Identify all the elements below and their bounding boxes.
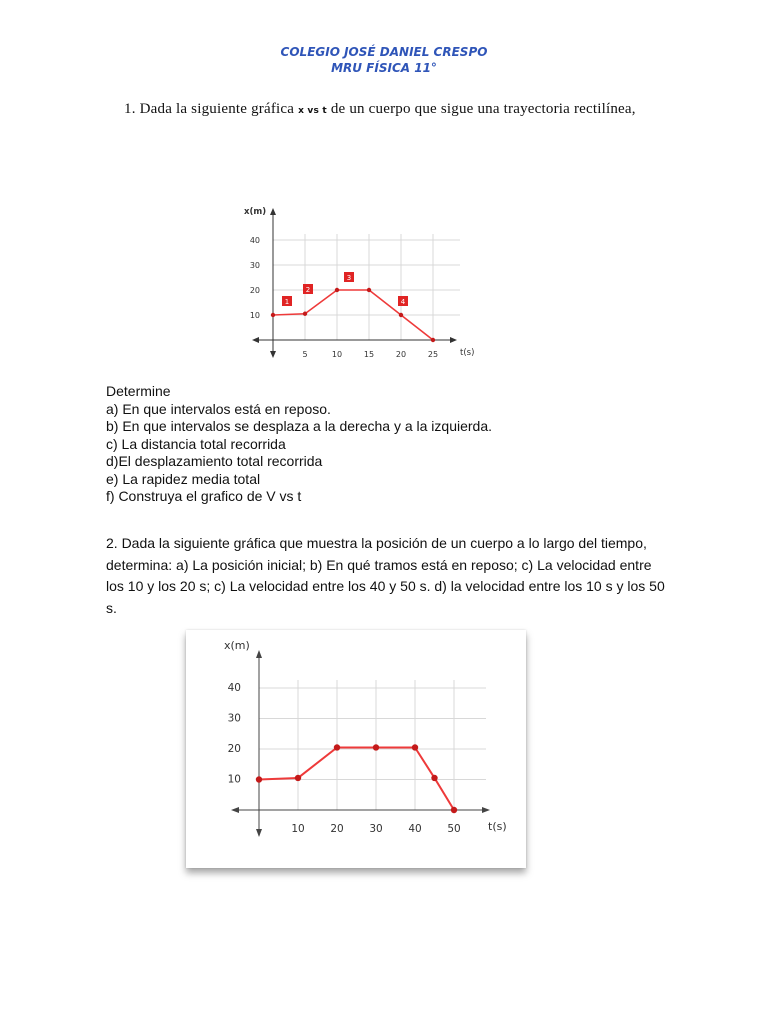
question-2: 2. Dada la siguiente gráfica que muestra la posición de un cuerpo a lo largo del tiempo, determina: a) La posición inicial; b) En qué tramos está en reposo; c) La velocidad entre los 10 y los 20 s; c) La velocidad entre los 40 y 50 s. d) la velocidad entre los 10 s y los 50 s. — [106, 535, 665, 616]
course-title: MRU FÍSICA 11° — [331, 61, 437, 75]
list-item: c) La distancia total recorrida — [106, 435, 286, 452]
question-1 — [124, 101, 636, 118]
chart-2-x-arrow — [482, 807, 490, 813]
chart-1-ylabel: x(m) — [244, 207, 267, 217]
chart-1-grid — [273, 234, 460, 340]
question-1-text-start: 1. Dada la siguiente gráfica — [124, 101, 299, 117]
chart-1-segment-label: 3 — [346, 274, 352, 282]
chart-2-data-point — [295, 775, 301, 781]
list-item: a) En que intervalos está en reposo. — [106, 400, 331, 417]
question-1-items — [106, 383, 492, 506]
chart-2-ylabel: x(m) — [224, 639, 250, 652]
chart-2-y-neg-arrow — [256, 829, 262, 837]
chart-1-x-arrow — [450, 337, 457, 343]
chart-1-x-tick-label: 10 — [331, 350, 343, 359]
chart-2-x-tick-label: 20 — [330, 823, 344, 835]
question-1-text-end: de un cuerpo que sigue una trayectoria rectilínea, — [326, 101, 636, 117]
chart-2-y-tick-label: 10 — [227, 773, 241, 786]
list-item: d)El desplazamiento total recorrida — [106, 453, 323, 469]
chart-1-y-tick-label: 30 — [249, 261, 260, 270]
chart-1 — [226, 200, 486, 370]
chart-2 — [186, 630, 526, 868]
chart-1-segment-label: 2 — [305, 286, 311, 294]
list-item: e) La rapidez media total — [106, 470, 261, 487]
chart-2-data-point — [256, 776, 262, 782]
chart-1-x-tick-label: 5 — [302, 350, 308, 359]
chart-2-x-neg-arrow — [231, 807, 239, 813]
chart-1-x-tick-label: 15 — [363, 350, 375, 359]
chart-2-data-point — [431, 775, 437, 781]
chart-1-y-tick-label: 10 — [249, 311, 260, 320]
school-name: COLEGIO JOSÉ DANIEL CRESPO — [280, 45, 488, 59]
chart-2-x-tick-label: 30 — [369, 823, 383, 835]
chart-1-y-neg-arrow — [270, 351, 276, 358]
chart-1-x-tick-label: 25 — [427, 350, 439, 359]
chart-1-data-point — [335, 288, 339, 292]
chart-2-xlabel: t(s) — [488, 820, 507, 833]
chart-1-x-tick-label: 20 — [395, 350, 407, 359]
chart-2-data-point — [451, 807, 457, 813]
chart-1-y-tick-label: 40 — [249, 236, 260, 245]
chart-2-y-tick-label: 30 — [227, 712, 241, 725]
chart-1-y-tick-label: 20 — [249, 286, 260, 295]
chart-1-data-point — [367, 288, 371, 292]
chart-1-xlabel: t(s) — [460, 348, 475, 358]
chart-1-data-point — [399, 313, 403, 317]
list-item: f) Construya el grafico de V vs t — [106, 488, 302, 504]
chart-1-y-arrow — [270, 208, 276, 215]
chart-2-x-tick-label: 40 — [408, 823, 422, 835]
list-item: b) En que intervalos se desplaza a la derecha y a la izquierda. — [106, 418, 493, 434]
chart-2-data-point — [334, 744, 340, 750]
chart-2-series-line — [259, 747, 454, 810]
chart-1-segment-label: 1 — [284, 298, 290, 306]
chart-2-y-tick-label: 40 — [227, 682, 241, 694]
chart-2-y-tick-label: 20 — [227, 743, 241, 755]
chart-2-data-point — [373, 744, 379, 750]
chart-1-data-point — [431, 338, 435, 342]
chart-2-y-arrow — [256, 650, 262, 658]
chart-2-grid — [259, 680, 486, 810]
question-1-highlight: x vs t — [298, 106, 327, 116]
chart-1-x-neg-arrow — [252, 337, 259, 343]
chart-1-data-point — [303, 312, 307, 316]
list-item: Determine — [106, 383, 171, 399]
chart-2-data-point — [412, 744, 418, 750]
chart-1-data-point — [271, 313, 275, 317]
chart-1-segment-label: 4 — [400, 298, 406, 306]
chart-2-x-tick-label: 50 — [447, 823, 461, 835]
chart-2-x-tick-label: 10 — [291, 823, 305, 835]
chart-2-frame — [186, 630, 526, 868]
